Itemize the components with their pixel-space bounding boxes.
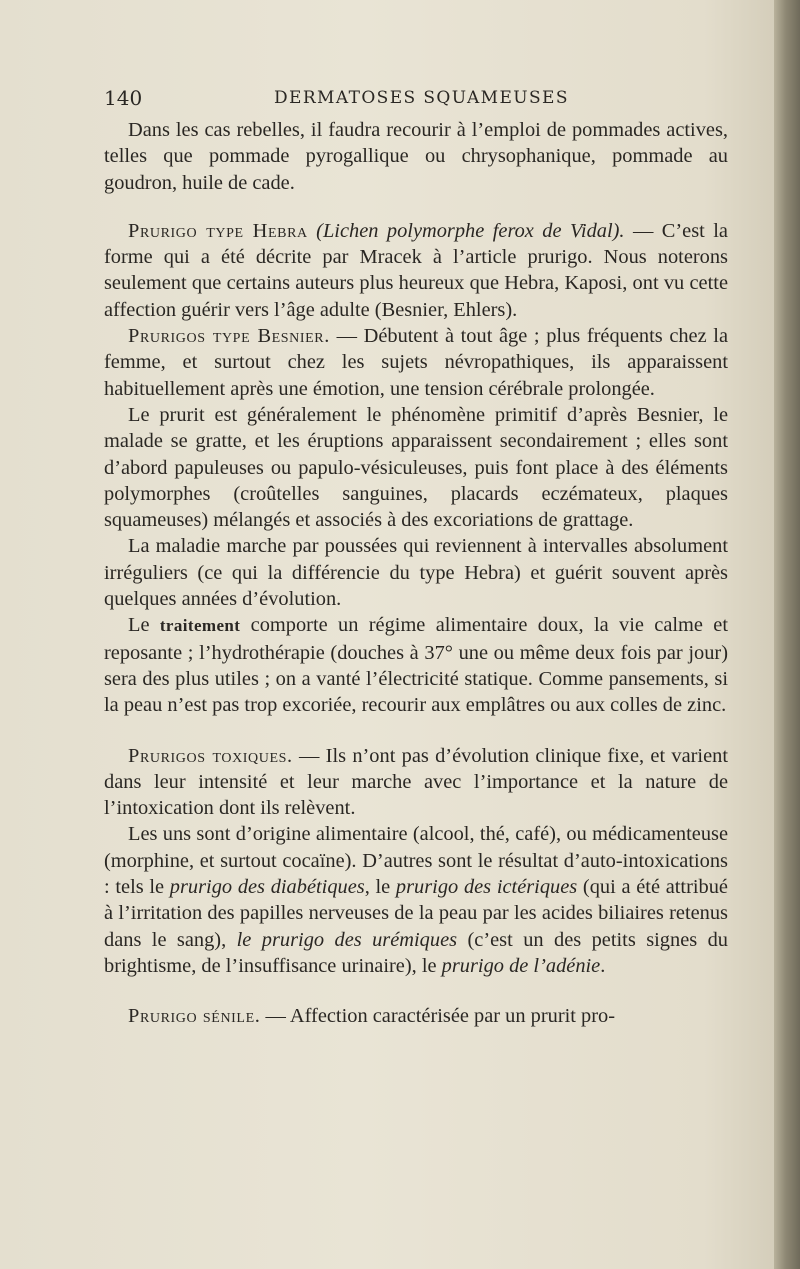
paragraph-maladie: La maladie marche par poussées qui reviennent à intervalles absolument irréguliers (ce qui la différencie du type Hebra) et guérit souvent après quelques années d’évolution. [104,535,728,611]
paragraph-text: (c’est un des petits signes du brightisme, de l’insuffisance urinaire), le [104,928,728,977]
page-number: 140 [104,86,143,110]
running-title: DERMATOSES SQUAMEUSES [274,88,569,108]
paragraph-text: Les uns sont d’origine alimentaire (alcool, thé, café), ou médicamenteuse (morphine, et surtout cocaïne). D’autres sont le résultat d’auto-intoxications : tels le [104,823,728,899]
paragraph-prurigo-senile [104,1003,728,1029]
term-icteriques: prurigo des ictériques [395,876,578,899]
keyword-traitement: traitement [159,616,241,636]
paragraph-text: — C’est la forme qui a été décrite par Mracek à l’article prurigo. Nous noterons seulement que certains auteurs plus heureux que Hebra, Kaposi, ont vu cette affection guérir vers l’âge adulte (Besnier, Ehlers). [104,219,728,321]
term-uremiques: le prurigo des urémiques [236,928,458,951]
paragraph-prurigos-toxiques [104,743,728,822]
paragraph-traitement [104,612,728,718]
term-adenie: prurigo de l’adénie [441,954,601,977]
section-heading-toxiques: Prurigos toxiques. [128,744,293,767]
paragraph-pommades: Dans les cas rebelles, il faudra recourir à l’emploi de pommades actives, telles que pommade pyrogallique ou chrysophanique, pommade au goudron, huile de cade. [104,119,728,194]
paragraph-text: (qui a été attribué à l’irritation des papilles nerveuses de la peau par les acides biliaires retenus dans le sang), [104,876,728,951]
paragraph-text: , le [364,876,396,899]
term-diabetiques: prurigo des diabétiques [169,876,365,899]
paragraph-origines [104,821,728,979]
paragraph-prurigo-hebra [104,218,728,323]
page-edge-shadow [774,0,800,1269]
paragraph-text: — Ils n’ont pas d’évolution clinique fixe, et varient dans leur intensité et leur marche avec l’importance et la nature de l’intoxication dont ils relèvent. [104,744,729,820]
paragraph-text: — Débutent à tout âge ; plus fréquents chez la femme, et surtout chez les sujets névropathiques, ils apparaissent habituellement après une émotion, une tension cérébrale prolongée. [104,325,729,400]
paragraph-prurit: Le prurit est généralement le phénomène primitif d’après Besnier, le malade se gratte, et les éruptions apparaissent secondairement ; elles sont d’abord papuleuses ou papulo-vésiculeuses, puis font place à des éléments polymorphes (croûtelles sanguines, placards eczémateux, plaques squameuses) mélangés et associés à des excoriations de grattage. [104,403,728,532]
section-heading-senile: Prurigo sénile. [128,1005,261,1028]
section-heading-hebra: Prurigo type Hebra [128,219,308,242]
paragraph-text: Le [128,614,160,637]
section-heading-besnier: Prurigos type Besnier. [128,325,330,348]
synonym-lichen: (Lichen polymorphe ferox de Vidal). [316,219,625,242]
paragraph-text: . [600,954,606,977]
body-text [104,117,728,1030]
paragraph-text: comporte un régime alimentaire doux, la vie calme et reposante ; l’hydrothérapie (douches à 37° une ou même deux fois par jour) sera des plus utiles ; on a vanté l’électricité statique. Comme pansements, si la peau n’est pas trop excoriée, recourir aux emplâtres ou aux colles de zinc. [104,614,728,717]
paragraph-prurigo-besnier [104,323,728,402]
paragraph-text: — Affection caractérisée par un prurit pro- [260,1005,616,1028]
running-head [104,86,744,112]
